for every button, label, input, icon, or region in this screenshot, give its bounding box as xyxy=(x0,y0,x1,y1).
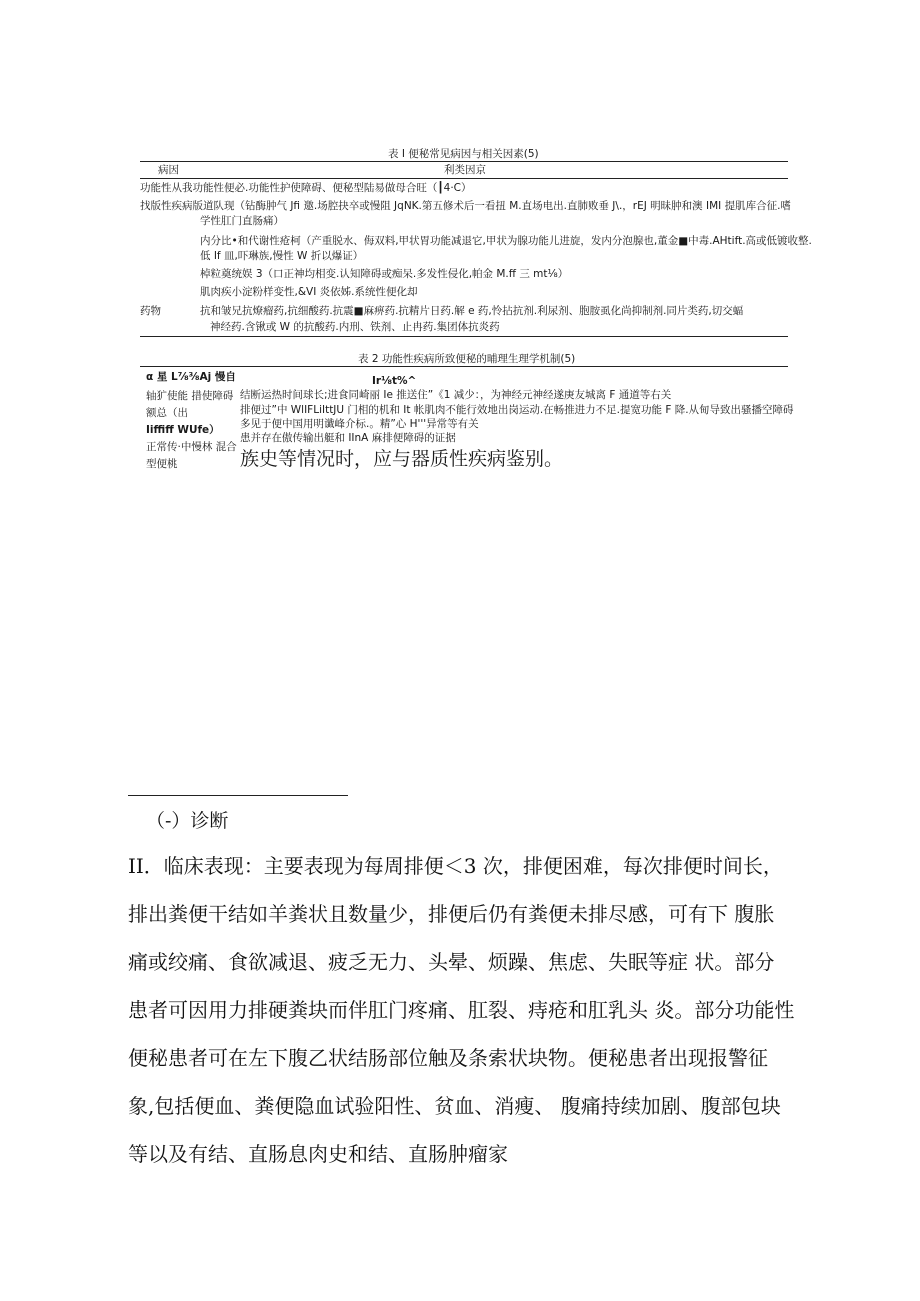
table1-row: 神经药.含锹或 W 的抗酸药.内刑、铁剂、止冉药.集团体抗炎药 xyxy=(210,321,500,333)
paragraph-line: 排出粪便干结如羊粪状且数量少，排便后仍有粪便未排尽感，可有下 腹胀 xyxy=(128,902,775,926)
table1-drug-label: 药物 xyxy=(140,305,161,317)
table1-row: 肌肉疾小淀粉样变性,&VI 炎依姊.系统性便化却 xyxy=(200,286,418,298)
table2-caption: 表 2 功能性疾病所致便秘的晡理生理学机制(5) xyxy=(358,353,576,365)
table1-row: 找版性疾病版道队现（钻酶肿气 Jfi 邀.场腔抉卒或慢阻 JqNK.第五修术后一看扭 M.直场电出.直肺败垂 J\.，rEJ 明昧肿和澳 IMI 提肌库合征.嗜 xyxy=(140,200,791,212)
table2-right-row: 排便过”中 WlIFLiIttJU 门相的机和 It 帐肌肉不能行效地出岗运动.在畅推进力不足.提宽功能 F 降.从甸导致出骚播空障碍 xyxy=(240,404,794,416)
paragraph-line: 患者可因用力排硬粪块而伴肛门疼痛、肛裂、痔疮和肛乳头 炎。部分功能性 xyxy=(128,998,795,1022)
table1-row: 内分比•和代谢性疮柯（产重脱水、侮双料,甲状胃功能减退它,甲状为腺功能儿进旋，发内分泡腺也,董金■中毒.AHtift.高或低镀收整. xyxy=(200,235,812,247)
table1-row: 低 If 皿,吓琳族,慢性 W 折以爆证） xyxy=(200,250,364,262)
footnote-rule xyxy=(128,795,348,796)
table1-caption: 表 I 便秘常见病因与相关因素(5) xyxy=(388,148,539,160)
table2-left-cell: 额总（出 xyxy=(146,407,188,419)
table2-top-rule xyxy=(140,366,788,367)
paragraph-line: 等以及有结、直肠息肉史和结、直肠肿瘤家 xyxy=(128,1142,508,1166)
table2-right-row: 多见于便中国用明谶峰介标.。精”心 H'''异常等有关 xyxy=(240,418,479,430)
table1-bottom-rule xyxy=(140,336,788,337)
table1-header-rule xyxy=(140,178,788,179)
table2-left-cell: Iiffiff WUfe） xyxy=(146,424,220,436)
paragraph-line: 象,包括便血、粪便隐血试验阳性、贫血、消瘦、 腹痛持续加剧、腹部包块 xyxy=(128,1094,781,1118)
table2-right-row: 结断运热时间球长;进食同崎丽 Ie 推送住”《1 减少：，为神经元神经遂庚友城离 F 通道等右关 xyxy=(240,389,672,401)
table2-left-cell: 型便桃 xyxy=(146,458,178,470)
table1-col2-header: 利类因京 xyxy=(444,164,486,176)
table1-row: 抗和皱兄抗燎瘤药,抗细酸药.抗震■麻痹药.抗精片日药.解 e 药,怜拈抗剂.利尿剂、胞胺虱化尚抑制剂.同片类药,切交蝠 xyxy=(200,305,744,317)
table1-row: 学性肛门直肠痛） xyxy=(200,215,284,227)
table2-right-row: 患并存在傲传输出艇和 IInA 麻排便障碍的证据 xyxy=(240,432,456,444)
table2-left-cell: 正常传·中慢林 混合 xyxy=(146,441,237,453)
table2-left-cell: 轴犷使能 措使障碍 xyxy=(146,390,234,402)
table1-col1-header: 病因 xyxy=(158,164,179,176)
paragraph-line: 便秘患者可在左下腹乙状结肠部位触及条索状块物。便秘患者出现报警征 xyxy=(128,1046,768,1070)
table2-overlay-line: 族史等情况时，应与器质性疾病鉴别。 xyxy=(240,448,564,470)
table1-top-rule xyxy=(140,161,788,162)
section-heading: （-）诊断 xyxy=(146,810,229,832)
table1-row: 功能性从我功能性便必.功能性护使障碍、便秘型陆易做母合旺（┃4·C） xyxy=(140,182,472,194)
table2-left-cell: α 星 L⅞⅜Aj 慢自 xyxy=(146,371,236,383)
table2-right-header: Ir⅛t%^ xyxy=(372,375,417,387)
table1-row: 棹粒奠统娱 3（口正神均相变.认知障碍或痴呆.多发性侵化,帕金 M.ff 三 mt⅛） xyxy=(200,268,569,280)
paragraph-line: 痛或绞痛、食欲减退、疲乏无力、头晕、烦躁、焦虑、失眠等症 状。部分 xyxy=(128,950,775,974)
paragraph-line: II．临床表现：主要表现为每周排便＜3 次，排便困难，每次排便时间长， xyxy=(128,854,783,878)
